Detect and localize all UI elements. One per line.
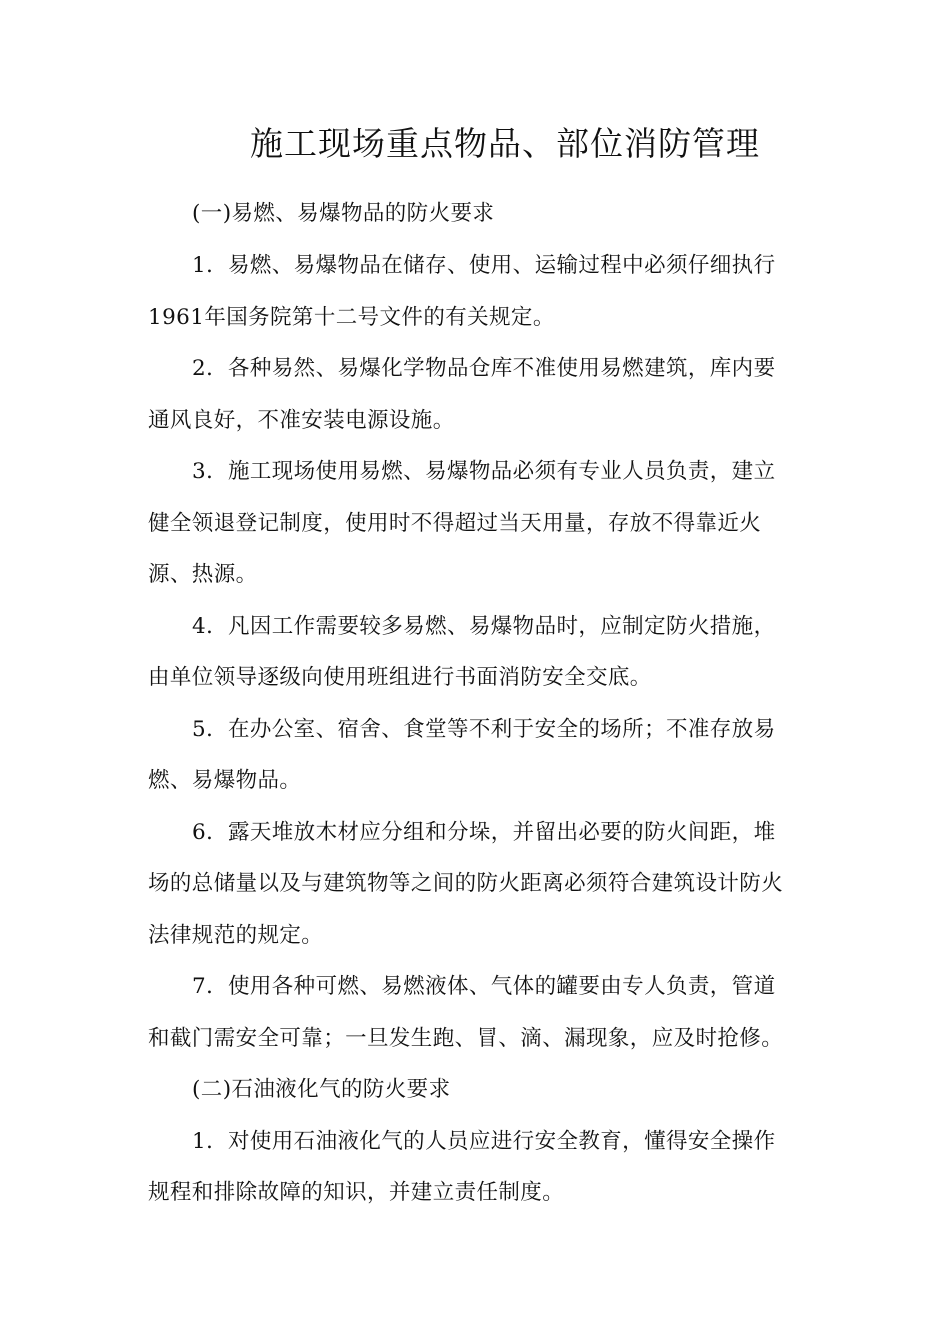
paragraph-line: 和截门需安全可靠；一旦发生跑、冒、滴、漏现象，应及时抢修。	[148, 1026, 784, 1051]
document-title: 施工现场重点物品、部位消防管理	[250, 124, 760, 163]
paragraph-line: 由单位领导逐级向使用班组进行书面消防安全交底。	[148, 665, 652, 690]
paragraph-line: 通风良好，不准安装电源设施。	[148, 408, 455, 433]
paragraph-line: 场的总储量以及与建筑物等之间的防火距离必须符合建筑设计防火	[148, 871, 784, 896]
paragraph-line: 5．在办公室、宿舍、食堂等不利于安全的场所；不准存放易	[192, 717, 776, 742]
paragraph-line: 源、热源。	[148, 562, 258, 587]
paragraph-line: 健全领退登记制度，使用时不得超过当天用量，存放不得靠近火	[148, 511, 762, 536]
paragraph-line: 1961年国务院第十二号文件的有关规定。	[148, 305, 555, 330]
section-heading: (一)易燃、易爆物品的防火要求	[192, 201, 495, 226]
paragraph-line: 燃、易爆物品。	[148, 768, 302, 793]
paragraph-line: 2．各种易然、易爆化学物品仓库不准使用易燃建筑，库内要	[192, 356, 776, 381]
section-heading: (二)石油液化气的防火要求	[192, 1077, 451, 1102]
paragraph-line: 7．使用各种可燃、易燃液体、气体的罐要由专人负责，管道	[192, 974, 776, 999]
paragraph-line: 6．露天堆放木材应分组和分垛，并留出必要的防火间距，堆	[192, 820, 776, 845]
paragraph-line: 4．凡因工作需要较多易燃、易爆物品时，应制定防火措施，	[192, 614, 776, 639]
paragraph-line: 3．施工现场使用易燃、易爆物品必须有专业人员负责，建立	[192, 459, 776, 484]
paragraph-line: 规程和排除故障的知识，并建立责任制度。	[148, 1180, 565, 1205]
paragraph-line: 1．对使用石油液化气的人员应进行安全教育，懂得安全操作	[192, 1129, 776, 1154]
paragraph-line: 1．易燃、易爆物品在储存、使用、运输过程中必须仔细执行	[192, 253, 776, 278]
paragraph-line: 法律规范的规定。	[148, 923, 324, 948]
